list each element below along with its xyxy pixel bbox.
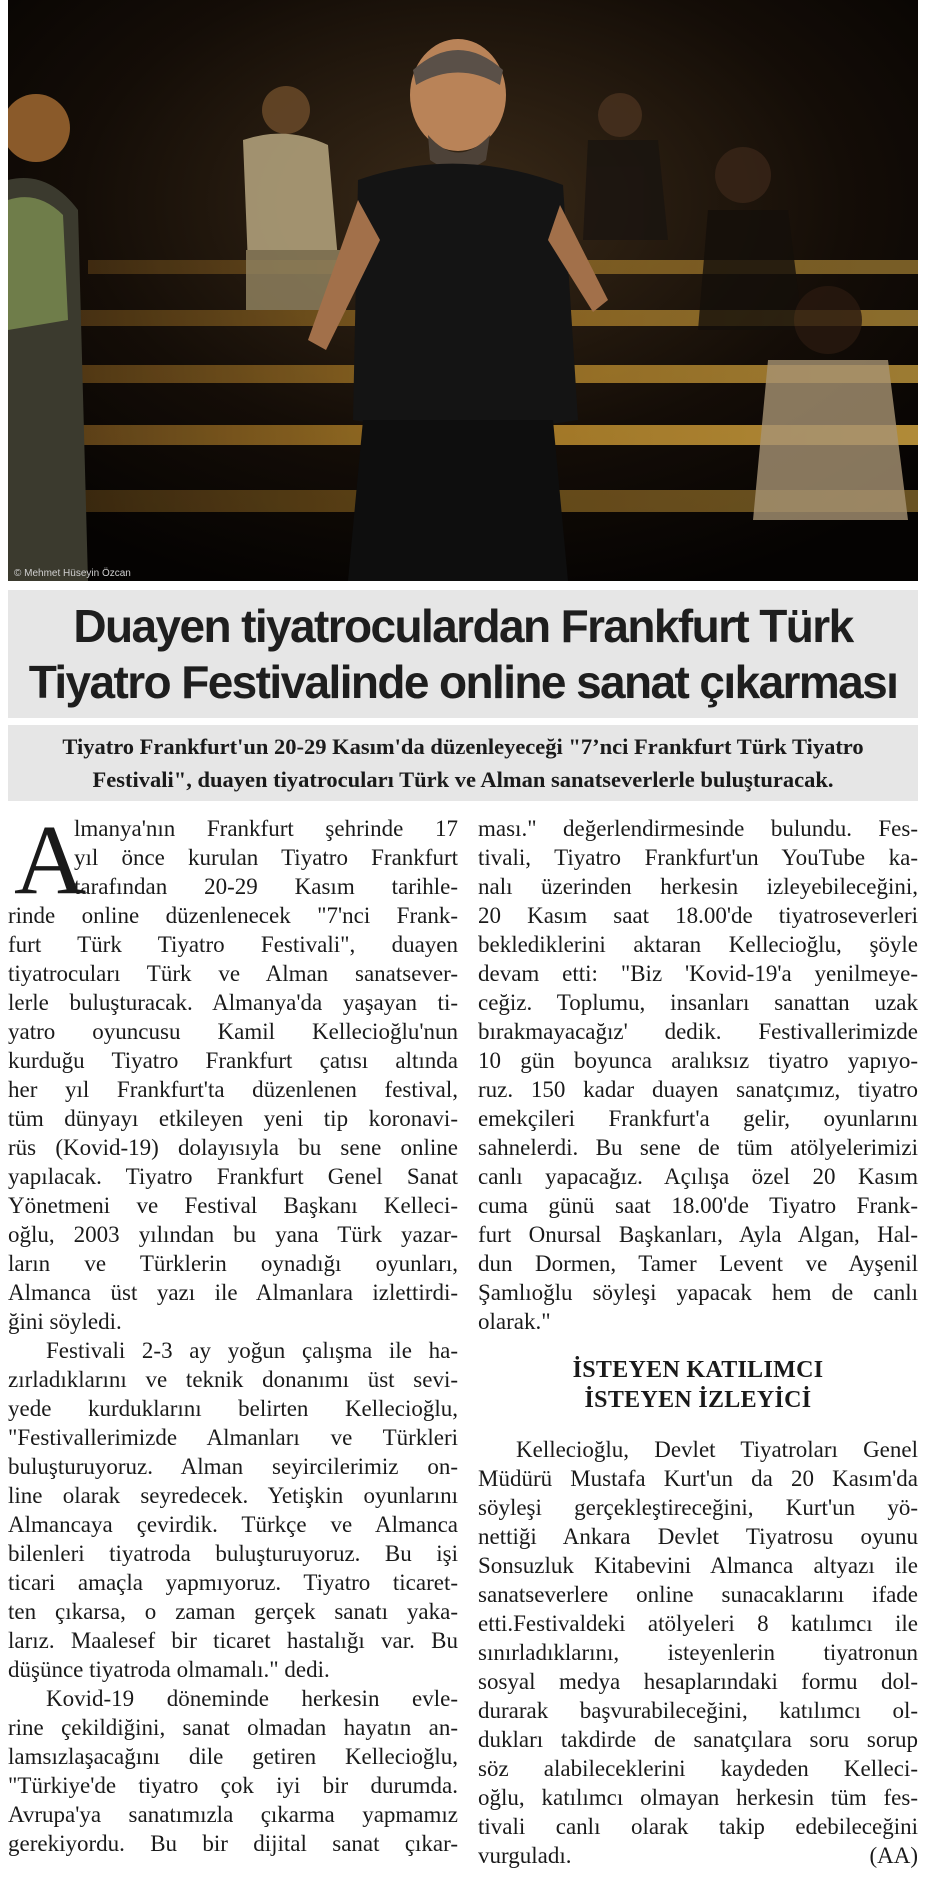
body-line: furt Onursal Başkanları, Ayla Algan, Hal- [478,1222,918,1247]
drop-cap: A [14,804,87,915]
body-line: ceğiz. Toplumu, insanları sanattan uzak [478,990,918,1015]
body-line: ticari amaçla yapmıyoruz. Tiyatro ticaret- [8,1570,458,1595]
body-line: yede kurduklarını belirten Kellecioğlu, [8,1396,458,1421]
body-line: rine çekildiğini, sanat olmadan hayatın an- [8,1715,458,1740]
body-line: sınırladıklarını, isteyenlerin tiyatronun [478,1640,918,1665]
body-line: Yönetmeni ve Festival Başkanı Kelleci- [8,1193,458,1218]
body-line: canlı yapacağız. Açılışa özel 20 Kasım [478,1164,918,1189]
body-line: lmanya'nın Frankfurt şehrinde 17 [74,816,458,841]
body-line: sanatseverlere online sunacaklarını ifade [478,1582,918,1607]
body-line: gerekiyordu. Bu bir dijital sanat çıkar- [8,1831,458,1856]
body-line: zırladıklarını ve teknik donanımı üst sevi- [8,1367,458,1392]
news-photo [8,0,918,581]
body-line: tüm dünyayı etkileyen yeni tip koronavi- [8,1106,458,1131]
body-line: sosyal medya hesaplarındaki formu dol- [478,1669,918,1694]
article-column-right [478,812,918,1877]
photo-credit: © Mehmet Hüseyin Özcan [14,568,131,579]
body-line: Kellecioğlu, Devlet Tiyatroları Genel [516,1437,918,1462]
body-line: emekçileri Frankfurt'a gelir, oyunlarını [478,1106,918,1131]
body-line: Şamlıoğlu söyleşi yapacak hem de canlı [478,1280,918,1305]
body-line: lamsızlaşacağını dile getiren Kellecioğlu, [8,1744,458,1769]
body-line: yapılacak. Tiyatro Frankfurt Genel Sanat [8,1164,458,1189]
agency-signoff: (AA) [869,1843,918,1868]
spot-line-2: Festivali", duayen tiyatrocuları Türk ve Alman sanatseverlerle buluşturacak. [92,767,834,792]
body-line: 20 Kasım saat 18.00'de tiyatroseverleri [478,903,918,928]
body-line: furt Türk Tiyatro Festivali", duayen [8,932,458,957]
body-line: rinde online düzenlenecek "7'nci Frank- [8,903,458,928]
body-line: Müdürü Mustafa Kurt'un da 20 Kasım'da [478,1466,918,1491]
body-line: dun Dormen, Tamer Levent ve Ayşenil [478,1251,918,1276]
article-column-left [8,804,458,1877]
body-line: "Festivallerimizde Almanları ve Türkleri [8,1425,458,1450]
body-line: rüs (Kovid-19) dolayısıyla bu sene online [8,1135,458,1160]
body-line: vurguladı. [478,1843,572,1868]
body-line: kurduğu Tiyatro Frankfurt çatısı altında [8,1048,458,1073]
body-line: "Türkiye'de tiyatro çok iyi bir durumda. [8,1773,458,1798]
body-line: Almanca üst yazı ile Almanlara izlettirdi- [8,1280,458,1305]
body-line: yıl önce kurulan Tiyatro Frankfurt [74,845,458,870]
body-line: söyleşi gerçekleştireceğini, Kurt'un yö- [478,1495,918,1520]
body-line: tivali, Tiyatro Frankfurt'un YouTube ka- [478,845,918,870]
body-line: ması." değerlendirmesinde bulundu. Fes- [478,816,918,841]
subheading-line-1: İSTEYEN KATILIMCI [572,1357,824,1383]
body-line: oğlu, 2003 yılından bu yana Türk yazar- [8,1222,458,1247]
body-line: beklediklerini aktaran Kellecioğlu, şöyle [478,932,918,957]
body-line: nettiği Ankara Devlet Tiyatrosu oyunu [478,1524,918,1549]
body-line: oğlu, katılımcı olmayan herkesin tüm fes- [478,1785,918,1810]
headline-box [8,590,918,718]
body-line: 10 gün boyunca aralıksız tiyatro yapıyo- [478,1048,918,1073]
headline-line-2: Tiyatro Festivalinde online sanat çıkarması [28,656,898,708]
body-line: olarak." [478,1309,551,1334]
body-line: Almancaya çevirdik. Türkçe ve Almanca [8,1512,458,1537]
stage-scene-illustration [8,0,918,581]
body-line: sahnelerdi. Bu sene de tüm atölyelerimizi [478,1135,918,1160]
body-line: devam etti: "Biz 'Kovid-19'a yenilmeye- [478,961,918,986]
body-line: ğini söyledi. [8,1309,122,1334]
body-line: Kovid-19 döneminde herkesin evle- [46,1686,458,1711]
body-line: etti.Festivaldeki atölyeleri 8 katılımcı ile [478,1611,918,1636]
body-line: lerle buluşturacak. Almanya'da yaşayan ti- [8,990,458,1015]
body-line: ruz. 150 kadar duayen sanatçımız, tiyatro [478,1077,918,1102]
body-line: düşünce tiyatroda olmamalı." dedi. [8,1657,330,1682]
body-line: bilenleri tiyatroda buluşturuyoruz. Bu işi [8,1541,458,1566]
spot-line-1: Tiyatro Frankfurt'un 20-29 Kasım'da düzenleyeceği "7’nci Frankfurt Türk Tiyatro [62,734,864,759]
body-line: yatro oyuncusu Kamil Kellecioğlu'nun [8,1019,458,1044]
body-line: line olarak seyredecek. Yetişkin oyunlarını [8,1483,458,1508]
body-line: nalı üzerinden herkesin izleyebileceğini, [478,874,918,899]
body-line: Sonsuzluk Kitabevini Almanca altyazı ile [478,1553,918,1578]
body-line: ların ve Türklerin oynadığı oyunları, [8,1251,458,1276]
body-line: dukları takdirde de sanatçılara soru sorup [478,1727,918,1752]
body-line: buluşturuyoruz. Alman seyircilerimiz on- [8,1454,458,1479]
body-line: ten çıkarsa, o zaman gerçek sanatı yaka- [8,1599,458,1624]
body-line: tiyatrocuları Türk ve Alman sanatsever- [8,961,458,986]
body-line: cuma günü saat 18.00'de Tiyatro Frank- [478,1193,918,1218]
body-line: tivali canlı olarak takip edebileceğini [478,1814,918,1839]
body-line: durarak başvurabileceğini, katılımcı ol- [478,1698,918,1723]
body-line: bırakmayacağız' dedik. Festivallerimizde [478,1019,918,1044]
subheading-line-2: İSTEYEN İZLEYİCİ [584,1387,812,1413]
headline-line-1: Duayen tiyatroculardan Frankfurt Türk [73,600,853,652]
body-line: Festivali 2-3 ay yoğun çalışma ile ha- [46,1338,458,1363]
body-line: söz alabileceklerini kaydeden Kelleci- [478,1756,918,1781]
body-line: Avrupa'ya sanatımızla çıkarma yapmamız [8,1802,458,1827]
spot-box [8,725,918,801]
body-line: tarafından 20-29 Kasım tarihle- [74,874,458,899]
body-line: larız. Maalesef bir ticaret hastalığı var. Bu [8,1628,458,1653]
body-line: her yıl Frankfurt'ta düzenlenen festival, [8,1077,458,1102]
